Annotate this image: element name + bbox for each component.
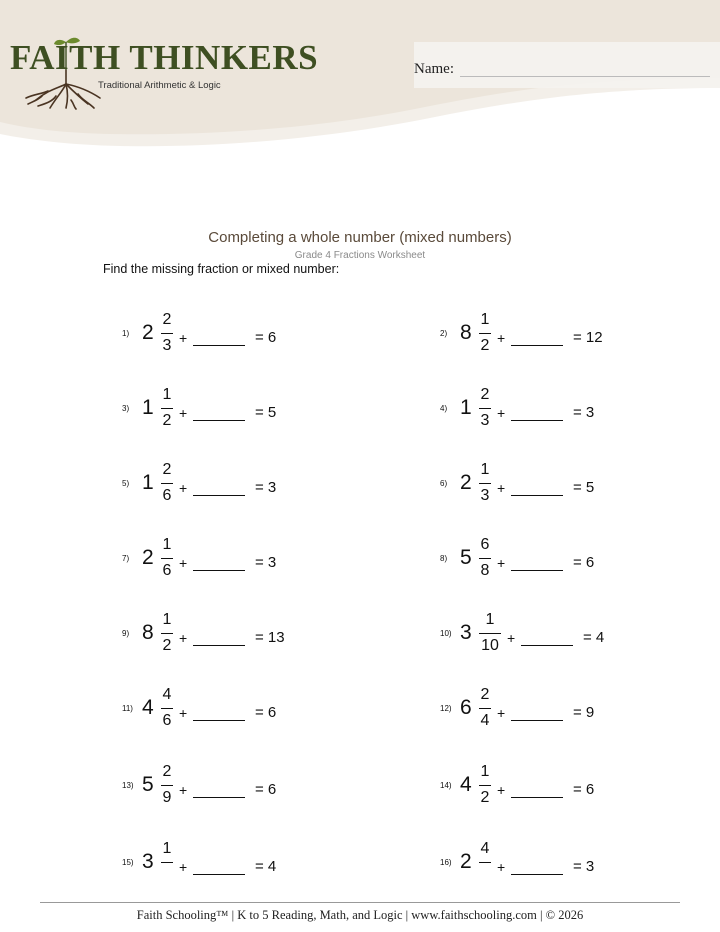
plus-sign: +	[497, 555, 506, 571]
denominator: 6	[162, 487, 172, 504]
footer-text: Faith Schooling™ | K to 5 Reading, Math, and Logic | www.faithschooling.com | © 2026	[136, 908, 584, 922]
fraction-bar	[479, 558, 491, 559]
whole-number: 1	[142, 471, 154, 494]
problem-item	[440, 841, 680, 901]
numerator: 2	[162, 461, 172, 478]
equals-result: = 3	[573, 858, 595, 875]
equals-result: = 4	[255, 858, 277, 875]
fraction	[476, 387, 494, 431]
answer-blank[interactable]	[511, 420, 563, 421]
plus-sign: +	[179, 630, 188, 646]
problem-item	[440, 612, 680, 672]
problem-number: 12)	[440, 704, 452, 713]
denominator: 9	[162, 789, 172, 806]
problem-item	[122, 612, 362, 672]
fraction-bar	[479, 483, 491, 484]
plus-sign: +	[179, 705, 188, 721]
equals-result: = 9	[573, 704, 595, 721]
answer-blank[interactable]	[193, 797, 245, 798]
numerator: 1	[162, 386, 172, 403]
equals-result: = 5	[255, 404, 277, 421]
fraction-bar	[479, 862, 491, 863]
problem-item	[440, 537, 680, 597]
plus-sign: +	[497, 330, 506, 346]
whole-number: 6	[460, 696, 472, 719]
whole-number: 2	[142, 321, 154, 344]
plus-sign: +	[497, 859, 506, 875]
equals-result: = 6	[255, 329, 277, 346]
numerator: 1	[480, 763, 490, 780]
fraction-bar	[479, 785, 491, 786]
problem-item	[440, 387, 680, 447]
fraction-bar	[479, 633, 501, 634]
fraction	[158, 764, 176, 808]
numerator: 1	[162, 840, 172, 857]
fraction	[476, 841, 494, 885]
fraction	[158, 312, 176, 356]
denominator: 6	[162, 712, 172, 729]
answer-blank[interactable]	[193, 570, 245, 571]
problem-item	[440, 764, 680, 824]
problem-item	[440, 312, 680, 372]
numerator: 1	[480, 461, 490, 478]
numerator: 2	[162, 763, 172, 780]
denominator: 3	[480, 412, 490, 429]
denominator: 3	[162, 337, 172, 354]
fraction-bar	[161, 633, 173, 634]
denominator: 4	[480, 712, 490, 729]
denominator: 2	[480, 337, 490, 354]
answer-blank[interactable]	[511, 720, 563, 721]
fraction-bar	[161, 708, 173, 709]
name-field[interactable]	[460, 76, 710, 77]
denominator: 10	[481, 637, 499, 654]
answer-blank[interactable]	[511, 495, 563, 496]
problem-item	[122, 312, 362, 372]
numerator: 2	[480, 386, 490, 403]
problem-item	[440, 687, 680, 747]
denominator: 2	[162, 412, 172, 429]
fraction	[158, 612, 176, 656]
fraction	[158, 537, 176, 581]
fraction	[476, 687, 494, 731]
whole-number: 2	[460, 850, 472, 873]
numerator: 2	[480, 686, 490, 703]
instructions: Find the missing fraction or mixed number:	[103, 262, 340, 276]
denominator: 2	[480, 789, 490, 806]
fraction	[476, 537, 494, 581]
whole-number: 1	[460, 396, 472, 419]
problem-item	[122, 462, 362, 522]
whole-number: 5	[142, 773, 154, 796]
fraction	[158, 841, 176, 885]
denominator: 3	[480, 487, 490, 504]
answer-blank[interactable]	[193, 420, 245, 421]
answer-blank[interactable]	[511, 874, 563, 875]
fraction-bar	[161, 333, 173, 334]
whole-number: 2	[460, 471, 472, 494]
whole-number: 8	[142, 621, 154, 644]
numerator: 1	[485, 611, 495, 628]
problem-number: 4)	[440, 404, 448, 413]
equals-result: = 6	[573, 781, 595, 798]
problem-number: 1)	[122, 329, 130, 338]
problem-item	[122, 387, 362, 447]
fraction	[476, 462, 494, 506]
problem-number: 7)	[122, 554, 130, 563]
problem-number: 3)	[122, 404, 130, 413]
answer-blank[interactable]	[193, 874, 245, 875]
fraction-bar	[161, 408, 173, 409]
logo-subtitle: Traditional Arithmetic & Logic	[98, 80, 221, 91]
denominator: 6	[162, 562, 172, 579]
problem-number: 9)	[122, 629, 130, 638]
whole-number: 8	[460, 321, 472, 344]
problem-number: 16)	[440, 858, 452, 867]
problem-item	[122, 841, 362, 901]
answer-blank[interactable]	[521, 645, 573, 646]
numerator: 1	[480, 311, 490, 328]
answer-blank[interactable]	[511, 797, 563, 798]
whole-number: 4	[460, 773, 472, 796]
equals-result: = 3	[255, 479, 277, 496]
denominator: 8	[480, 562, 490, 579]
plus-sign: +	[497, 782, 506, 798]
equals-result: = 3	[573, 404, 595, 421]
whole-number: 1	[142, 396, 154, 419]
equals-result: = 6	[255, 704, 277, 721]
numerator: 4	[162, 686, 172, 703]
problem-item	[440, 462, 680, 522]
worksheet-title: Completing a whole number (mixed numbers)	[208, 229, 512, 246]
problem-number: 6)	[440, 479, 448, 488]
equals-result: = 12	[573, 329, 603, 346]
whole-number: 3	[142, 850, 154, 873]
numerator: 1	[162, 611, 172, 628]
answer-blank[interactable]	[193, 495, 245, 496]
name-label: Name:	[414, 61, 454, 77]
equals-result: = 5	[573, 479, 595, 496]
answer-blank[interactable]	[511, 570, 563, 571]
whole-number: 5	[460, 546, 472, 569]
fraction-bar	[161, 483, 173, 484]
fraction-bar	[161, 785, 173, 786]
problem-item	[122, 537, 362, 597]
equals-result: = 3	[255, 554, 277, 571]
problem-number: 10)	[440, 629, 452, 638]
plus-sign: +	[179, 330, 188, 346]
fraction	[158, 387, 176, 431]
problem-number: 14)	[440, 781, 452, 790]
equals-result: = 6	[573, 554, 595, 571]
problem-number: 13)	[122, 781, 134, 790]
fraction	[158, 462, 176, 506]
plus-sign: +	[179, 782, 188, 798]
whole-number: 2	[142, 546, 154, 569]
answer-blank[interactable]	[193, 345, 245, 346]
plus-sign: +	[179, 405, 188, 421]
fraction	[476, 764, 494, 808]
whole-number: 4	[142, 696, 154, 719]
numerator: 6	[480, 536, 490, 553]
plus-sign: +	[179, 859, 188, 875]
problem-number: 2)	[440, 329, 448, 338]
fraction	[476, 312, 494, 356]
problem-number: 8)	[440, 554, 448, 563]
plus-sign: +	[497, 405, 506, 421]
problem-number: 5)	[122, 479, 130, 488]
plus-sign: +	[179, 555, 188, 571]
problem-item	[122, 764, 362, 824]
answer-blank[interactable]	[511, 345, 563, 346]
fraction-bar	[161, 862, 173, 863]
problem-number: 15)	[122, 858, 134, 867]
answer-blank[interactable]	[193, 720, 245, 721]
problem-number: 11)	[122, 704, 133, 713]
fraction-bar	[479, 333, 491, 334]
fraction-bar	[161, 558, 173, 559]
numerator: 4	[480, 840, 490, 857]
plus-sign: +	[497, 480, 506, 496]
denominator: 2	[162, 637, 172, 654]
equals-result: = 13	[255, 629, 285, 646]
fraction	[476, 612, 504, 656]
equals-result: = 6	[255, 781, 277, 798]
numerator: 1	[162, 536, 172, 553]
worksheet-subtitle: Grade 4 Fractions Worksheet	[294, 250, 426, 261]
fraction	[158, 687, 176, 731]
plus-sign: +	[497, 705, 506, 721]
fraction-bar	[479, 708, 491, 709]
fraction-bar	[479, 408, 491, 409]
numerator: 2	[162, 311, 172, 328]
problem-item	[122, 687, 362, 747]
plus-sign: +	[507, 630, 516, 646]
answer-blank[interactable]	[193, 645, 245, 646]
whole-number: 3	[460, 621, 472, 644]
logo-title: FAITH THINKERS	[10, 38, 319, 77]
footer-divider	[40, 902, 680, 903]
equals-result: = 4	[583, 629, 605, 646]
plus-sign: +	[179, 480, 188, 496]
